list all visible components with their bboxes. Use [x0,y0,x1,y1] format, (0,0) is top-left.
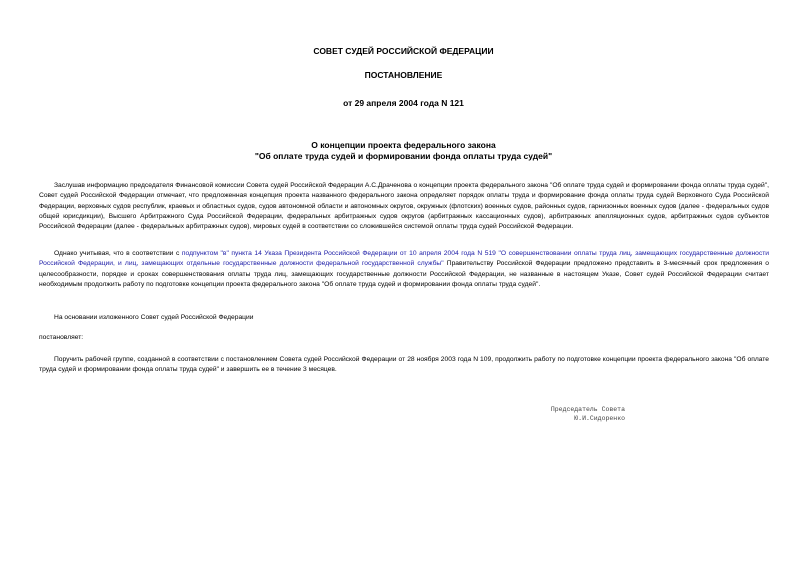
document-type-heading: ПОСТАНОВЛЕНИЕ [364,70,443,80]
signature-block [530,405,625,423]
date-number-heading: от 29 апреля 2004 года N 121 [343,98,464,108]
paragraph-basis: На основании изложенного Совет судей Российской Федерации [54,314,254,321]
issuer-heading: СОВЕТ СУДЕЙ РОССИЙСКОЙ ФЕДЕРАЦИИ [313,46,494,56]
title-line-1: О концепции проекта федерального закона [311,140,496,150]
paragraph-instruction: Поручить рабочей группе, созданной в соответствии с постановлением Совета судей Российской Федерации от 28 ноября 2003 года N 109, продолжить работу по подготовке концепции проекта федерального закона "Об оплате труда судей и формировании фонда оплаты труда судей" и завершить ее в течение 3 месяцев. [39,356,769,374]
document-title [0,140,807,161]
decree-subpoint-link[interactable]: подпунктом "в" пункта 14 Указа Президента Российской Федерации от 10 апреля 2004 года N 519 [181,250,496,257]
paragraph-text: Правительству Российской Федерации предложено представить в 3-месячный срок предложения о целесообразности, порядке и сроках совершенствования оплаты труда лиц, замещающих государственные должности Российской Федерации, не названные в настоящем Указе, Совет судей Российской Федерации считает необходимым продолжить работу по подготовке концепции проекта федерального закона "Об оплате труда судей и формировании фонда оплаты труда судей". [39,260,769,288]
signatory-name: Ю.И.Сидоренко [574,415,625,422]
paragraph-preamble: Заслушав информацию председателя Финансовой комиссии Совета судей Российской Федерации А.С.Драченова о концепции проекта федерального закона "Об оплате труда судей и формировании фонда оплаты труда судей", Совет судей Российской Федерации отмечает, что предложенная концепция проекта названного федерального закона определяет порядок оплаты труда и формирование фонда оплаты труда судей Верховного Суда Российской Федерации, верховных судов республик, краевых и областных судов, судов автономной области и автономных округов, окружных (флотских) военных судов, районных судов, гарнизонных военных судов (далее - федеральных судов общей юрисдикции), Высшего Арбитражного Суда Российской Федерации, федеральных арбитражных судов округов (арбитражных кассационных судов), арбитражных апелляционных судов, арбитражных судов субъектов Российской Федерации (далее - федеральных арбитражных судов), мировых судей в соответствии со сложившейся системой оплаты труда судей Российской Федерации. [39,182,769,231]
signatory-position: Председатель Совета [550,406,625,413]
decree-title-link[interactable]: "О совершенствовании оплаты труда лиц, замещающих государственные должности Российской Федерации, и лиц, замещающих отдельные государственные должности федеральной государственной службы" [39,250,769,268]
paragraph-resolves: постановляет: [39,334,84,341]
paragraph-text: Однако учитывая, что в соответствии с [54,250,182,257]
paragraph-decree-reference [39,249,769,290]
title-line-2: "Об оплате труда судей и формировании фонда оплаты труда судей" [254,150,553,161]
